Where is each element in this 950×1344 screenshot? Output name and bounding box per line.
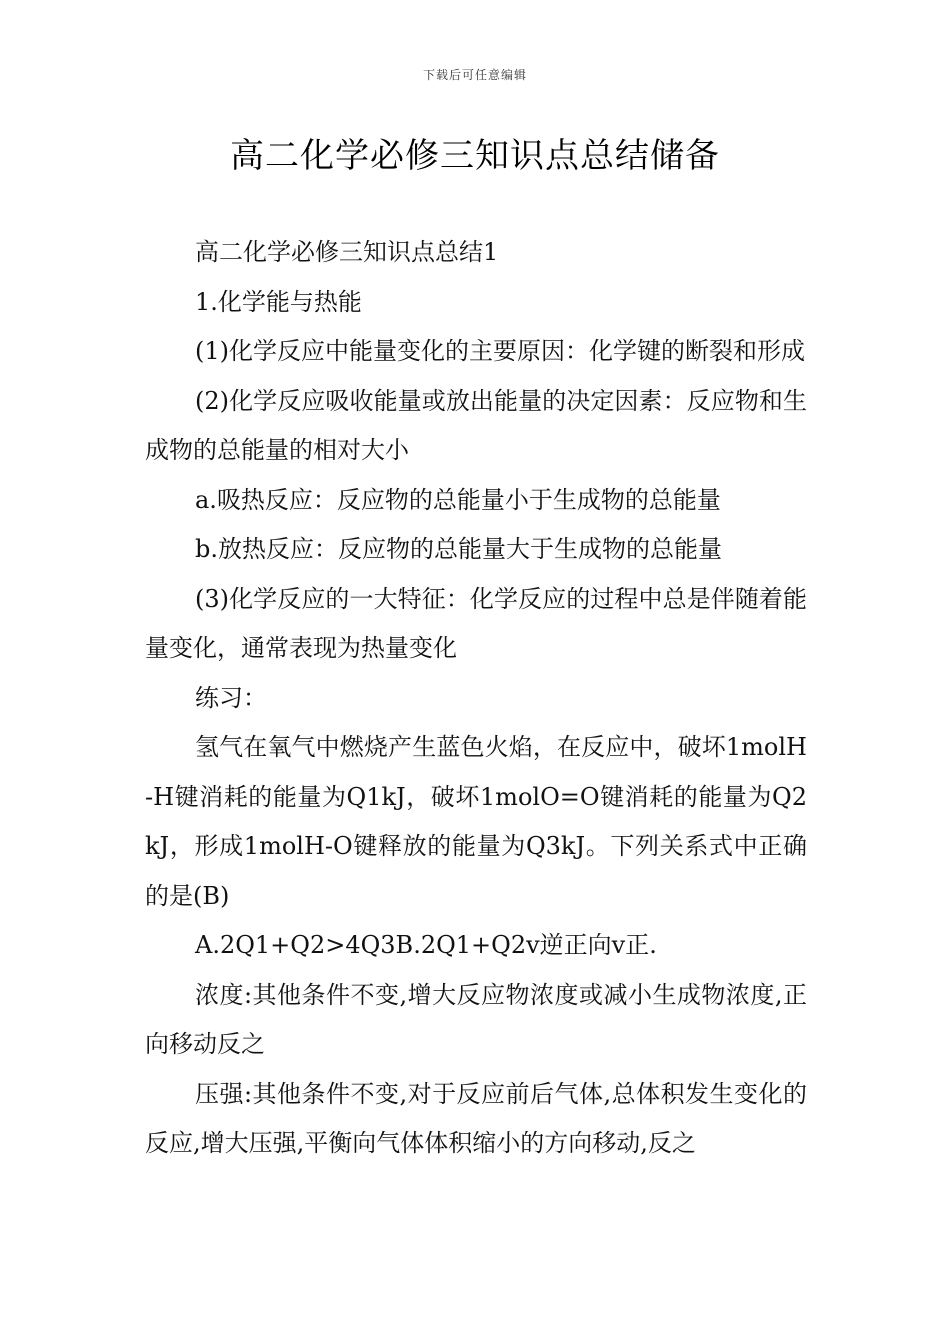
document-body [145, 228, 807, 1169]
exercise-answer: A.2Q1+Q2>4Q3B.2Q1+Q2v逆正向v正. [195, 931, 657, 959]
paragraph: 压强:其他条件不变,对于反应前后气体,总体积发生变化的反应,增大压强,平衡向气体体积缩小的方向移动,反之 [145, 1079, 807, 1157]
section-heading: 高二化学必修三知识点总结1 [195, 238, 499, 266]
paragraph: (2)化学反应吸收能量或放出能量的决定因素：反应物和生成物的总能量的相对大小 [145, 386, 807, 464]
paragraph: (3)化学反应的一大特征：化学反应的过程中总是伴随着能量变化，通常表现为热量变化 [145, 584, 807, 662]
paragraph: a.吸热反应：反应物的总能量小于生成物的总能量 [195, 485, 721, 514]
paragraph: 浓度:其他条件不变,增大反应物浓度或减小生成物浓度,正向移动反之 [145, 980, 807, 1058]
paragraph: (1)化学反应中能量变化的主要原因：化学键的断裂和形成 [195, 337, 805, 365]
header-note: 下载后可任意编辑 [422, 68, 527, 82]
subsection-heading: 1.化学能与热能 [195, 287, 362, 316]
paragraph: b.放热反应：反应物的总能量大于生成物的总能量 [195, 535, 722, 563]
exercise-question: 氢气在氧气中燃烧产生蓝色火焰，在反应中，破坏1molH-H键消耗的能量为Q1kJ，破坏1molO=O键消耗的能量为Q2kJ，形成1molH-O键释放的能量为Q3kJ。下列关系式中正确的是(B) [145, 733, 807, 910]
document-title: 高二化学必修三知识点总结储备 [230, 136, 720, 176]
exercise-label: 练习： [195, 683, 267, 712]
